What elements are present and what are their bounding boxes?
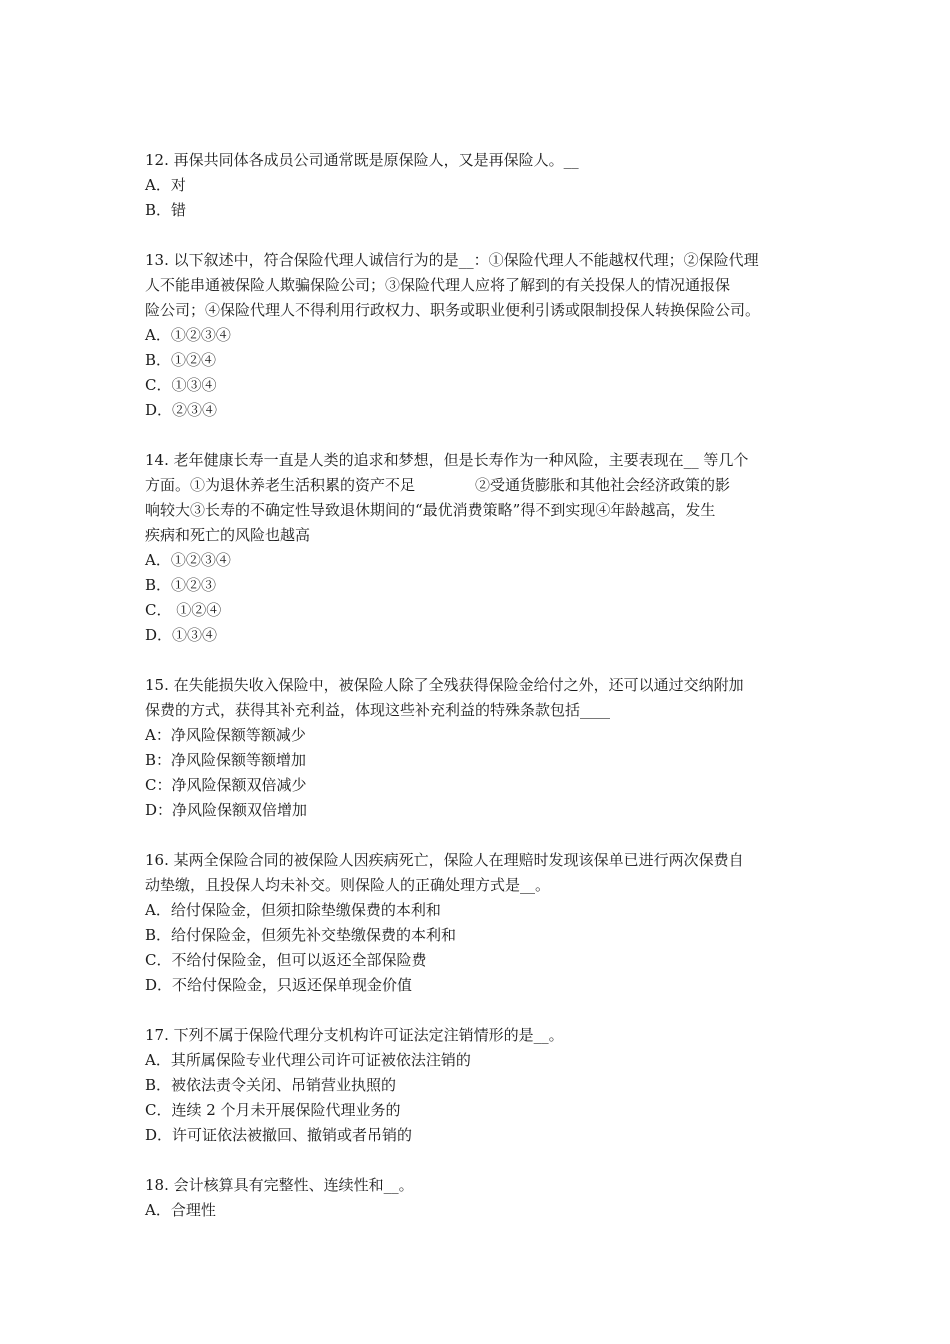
option-b: B．被依法责令关闭、吊销营业执照的	[145, 1076, 397, 1094]
question-stem	[145, 1023, 825, 1048]
question-stem	[145, 248, 825, 323]
option-a: A．①②③④	[145, 326, 231, 344]
question-stem	[145, 148, 825, 173]
option-a: A．其所属保险专业代理公司许可证被依法注销的	[145, 1051, 471, 1069]
option-d: D．②③④	[145, 401, 218, 419]
stem-line: 14. 老年健康长寿一直是人类的追求和梦想，但是长寿作为一种风险，主要表现在__ 等几个	[145, 451, 749, 469]
option-a: A．合理性	[145, 1201, 216, 1219]
option-c: C．不给付保险金，但可以返还全部保险费	[145, 951, 427, 969]
option-c: C：净风险保额双倍减少	[145, 776, 307, 794]
option-a: A：净风险保额等额减少	[145, 726, 306, 744]
stem-line: 险公司；④保险代理人不得利用行政权力、职务或职业便利引诱或限制投保人转换保险公司。	[145, 301, 761, 319]
stem-line: 人不能串通被保险人欺骗保险公司；③保险代理人应将了解到的有关投保人的情况通报保	[145, 276, 731, 294]
stem-line: 响较大③长寿的不确定性导致退休期间的“最优消费策略”得不到实现④年龄越高，发生	[145, 501, 716, 519]
question-stem	[145, 448, 825, 548]
stem-line: 16. 某两全保险合同的被保险人因疾病死亡，保险人在理赔时发现该保单已进行两次保费自	[145, 851, 744, 869]
option-d: D．许可证依法被撤回、撤销或者吊销的	[145, 1126, 413, 1144]
question-stem	[145, 1173, 825, 1198]
option-b: B．①②④	[145, 351, 217, 369]
stem-line: 方面。①为退休养老生活积累的资产不足 ②受通货膨胀和其他社会经济政策的影	[145, 476, 731, 494]
question-14	[145, 448, 825, 648]
option-a: A．对	[145, 176, 186, 194]
stem-line: 13. 以下叙述中，符合保险代理人诚信行为的是__：①保险代理人不能越权代理；②保险代理	[145, 251, 759, 269]
option-a: A．给付保险金，但须扣除垫缴保费的本利和	[145, 901, 441, 919]
option-b: B．给付保险金，但须先补交垫缴保费的本利和	[145, 926, 457, 944]
option-d: D．①③④	[145, 626, 218, 644]
stem-line: 疾病和死亡的风险也越高	[145, 526, 311, 544]
stem-line: 12. 再保共同体各成员公司通常既是原保险人，又是再保险人。__	[145, 151, 579, 169]
option-b: B．错	[145, 201, 187, 219]
question-17	[145, 1023, 825, 1148]
question-15	[145, 673, 825, 823]
option-c: C．连续 2 个月未开展保险代理业务的	[145, 1101, 401, 1119]
stem-line: 动垫缴，且投保人均未补交。则保险人的正确处理方式是__。	[145, 876, 551, 894]
stem-line: 18. 会计核算具有完整性、连续性和__。	[145, 1176, 414, 1194]
option-b: B：净风险保额等额增加	[145, 751, 307, 769]
question-list	[145, 148, 825, 1248]
option-a: A．①②③④	[145, 551, 231, 569]
question-stem	[145, 848, 825, 898]
option-c: C． ①②④	[145, 601, 222, 619]
question-16	[145, 848, 825, 998]
stem-line: 保费的方式，获得其补充利益，体现这些补充利益的特殊条款包括____	[145, 701, 611, 719]
option-d: D：净风险保额双倍增加	[145, 801, 308, 819]
question-stem	[145, 673, 825, 723]
question-18	[145, 1173, 825, 1223]
option-c: C．①③④	[145, 376, 217, 394]
question-12	[145, 148, 825, 223]
stem-line: 15. 在失能损失收入保险中，被保险人除了全残获得保险金给付之外，还可以通过交纳附加	[145, 676, 744, 694]
stem-line: 17. 下列不属于保险代理分支机构许可证法定注销情形的是__。	[145, 1026, 564, 1044]
option-b: B．①②③	[145, 576, 217, 594]
option-d: D．不给付保险金，只返还保单现金价值	[145, 976, 413, 994]
question-13	[145, 248, 825, 423]
